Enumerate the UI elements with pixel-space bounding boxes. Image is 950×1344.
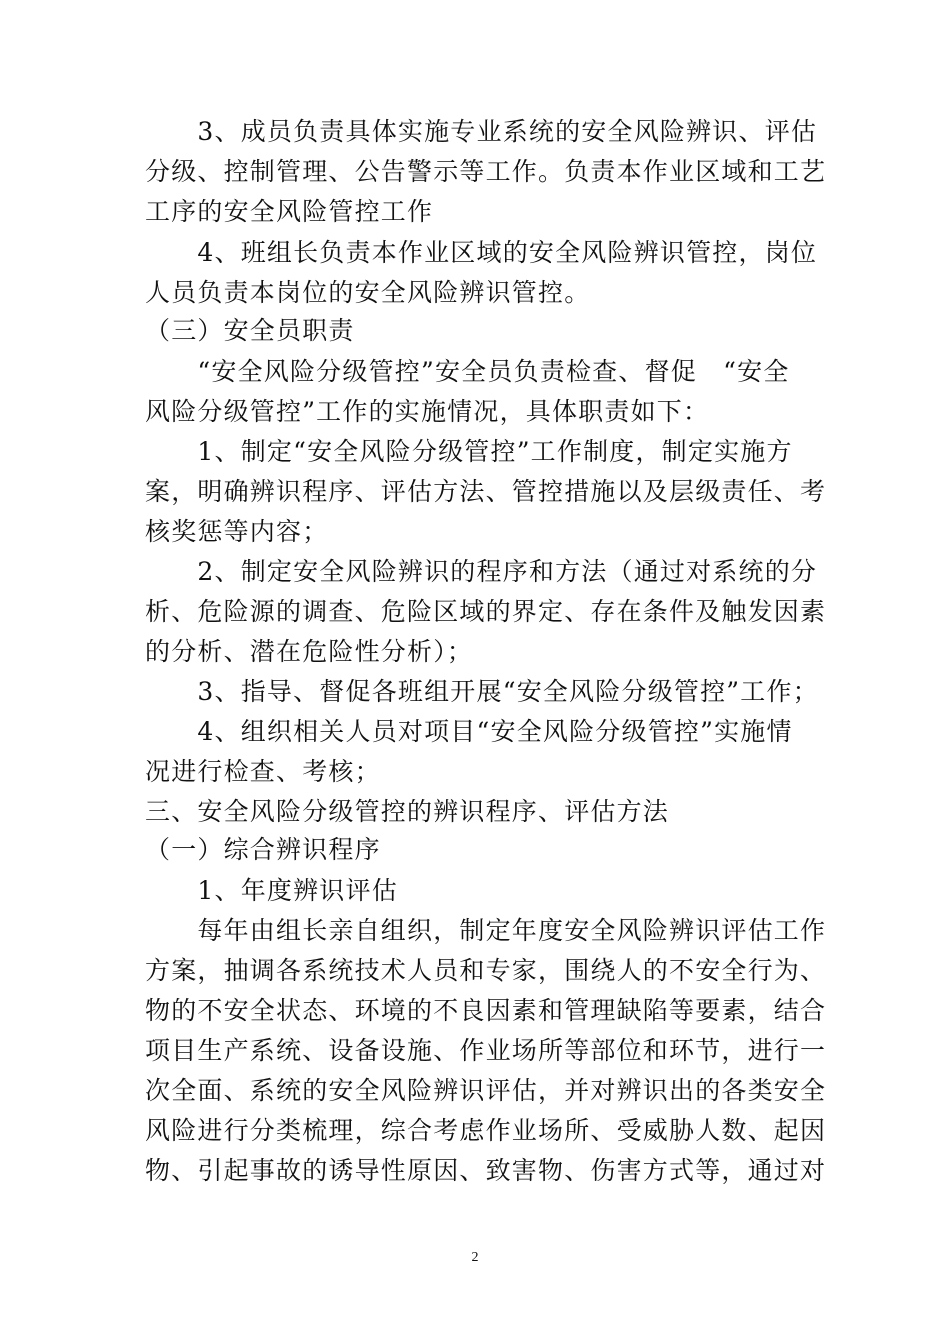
text-line: “安全风险分级管控”安全员负责检查、督促 “安全 [145,357,790,386]
text-line: 1、年度辨识评估 [145,876,398,905]
section-heading: （三）安全员职责 [145,316,355,345]
text-line: 4、组织相关人员对项目“安全风险分级管控”实施情 [145,717,793,746]
text-line: 项目生产系统、设备设施、作业场所等部位和环节，进行一 [145,1036,827,1065]
text-line: 况进行检查、考核； [145,757,381,786]
text-line: 风险分级管控”工作的实施情况，具体职责如下： [145,397,710,426]
text-line: 核奖惩等内容； [145,517,329,546]
text-line: 析、危险源的调查、危险区域的界定、存在条件及触发因素 [145,597,827,626]
text-line: 次全面、系统的安全风险辨识评估，并对辨识出的各类安全 [145,1076,827,1105]
text-line: 风险进行分类梳理，综合考虑作业场所、受威胁人数、起因 [145,1116,827,1145]
text-line: 1、制定“安全风险分级管控”工作制度，制定实施方 [145,437,793,466]
subsection-heading: （一）综合辨识程序 [145,835,381,864]
text-line: 人员负责本岗位的安全风险辨识管控。 [145,278,591,307]
text-line: 物的不安全状态、环境的不良因素和管理缺陷等要素，结合 [145,996,827,1025]
text-line: 3、指导、督促各班组开展“安全风险分级管控”工作； [145,677,819,706]
text-line: 工序的安全风险管控工作 [145,197,434,226]
text-line: 方案，抽调各系统技术人员和专家，围绕人的不安全行为、 [145,956,827,985]
section-heading: 三、安全风险分级管控的辨识程序、评估方法 [145,797,670,826]
text-line: 4、班组长负责本作业区域的安全风险辨识管控，岗位 [145,238,818,267]
text-line: 3、成员负责具体实施专业系统的安全风险辨识、评估 [145,117,818,146]
text-line: 每年由组长亲自组织，制定年度安全风险辨识评估工作 [145,916,827,945]
page-number: 2 [471,1250,479,1265]
text-line: 物、引起事故的诱导性原因、致害物、伤害方式等，通过对 [145,1156,827,1185]
text-line: 的分析、潜在危险性分析）； [145,637,474,666]
text-line: 案，明确辨识程序、评估方法、管控措施以及层级责任、考 [145,477,827,506]
text-line: 分级、控制管理、公告警示等工作。负责本作业区域和工艺 [145,157,827,186]
text-line: 2、制定安全风险辨识的程序和方法（通过对系统的分 [145,557,818,586]
